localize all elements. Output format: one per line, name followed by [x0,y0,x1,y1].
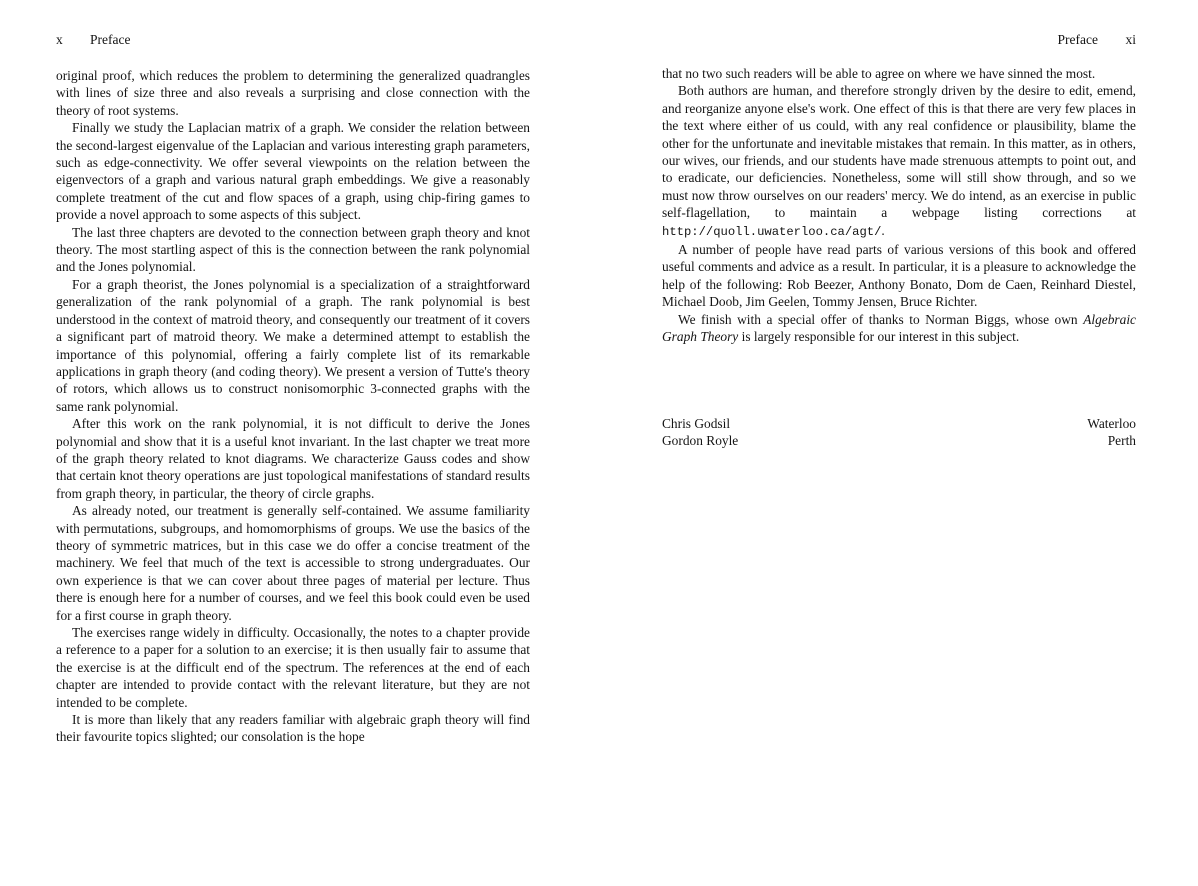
signature-row [662,415,1136,432]
left-running-title: Preface [90,32,131,47]
paragraph-thanks [662,311,1136,346]
paragraph: Finally we study the Laplacian matrix of a graph. We consider the relation between the second-largest eigenvalue of the Laplacian and various interesting graph parameters, such as edge-connectivity. We offer several viewpoints on the relation between the eigenvectors of a graph and various natural graph embeddings. We give a reasonably complete treatment of the cut and flow spaces of a graph, using chip-firing games to provide a novel approach to some aspects of this subject. [56,120,530,223]
paragraph-text: Both authors are human, and therefore strongly driven by the desire to edit, emend, and reorganize anyone else's work. One effect of this is that there are very few places in the text where either of us could, with any real confidence or plausibility, blame the other for the unfortunate and inevitable mistakes that remain. In this matter, as in others, our wives, our friends, and our students have made strenuous attempts to point out, and to eradicate, our deficiencies. Nonetheless, some will still show through, and so we must now throw ourselves on our readers' mercy. We do intend, as an exercise in public self-flagellation, to maintain a webpage listing corrections at [662,83,1136,221]
corrections-url-link[interactable]: http://quoll.uwaterloo.ca/agt/ [662,224,882,239]
right-page-number: xi [1125,32,1136,47]
paragraph: The exercises range widely in difficulty. Occasionally, the notes to a chapter provide a reference to a paper for a solution to an exercise; it is then usually fair to assume that the exercise is at the difficult end of the spectrum. The references at the end of each chapter are intended to provide contact with the relevant literature, but they are not intended to be complete. [56,625,530,710]
left-page-number: x [56,32,63,47]
paragraph: As already noted, our treatment is generally self-contained. We assume familiarity with permutations, subgroups, and homomorphisms of groups. We use the basics of the theory of symmetric matrices, but in this case we do offer a concise treatment of the machinery. We feel that much of the text is accessible to strong undergraduates. Our own experience is that we can cover about three pages of material per lecture. Thus there is enough here for a number of courses, and we feel this book could even be used for a first course in graph theory. [56,503,530,623]
author-name: Chris Godsil [662,416,731,431]
left-body-text [56,67,530,746]
paragraph: For a graph theorist, the Jones polynomial is a specialization of a straightforward generalization of the rank polynomial of a graph. The rank polynomial is best understood in the context of matroid theory, and consequently our treatment of it covers a significant part of matroid theory. We make a determined attempt to establish the importance of this polynomial, offering a fairly complete list of its remarkable applications in graph theory (and coding theory). We present a version of Tutte's theory of rotors, which allows us to construct nonisomorphic 3-connected graphs with the same rank polynomial. [56,276,530,414]
paragraph-text: . [881,222,885,238]
right-body-text [662,65,1136,346]
paragraph: After this work on the rank polynomial, it is not difficult to derive the Jones polynomial and show that it is a useful knot invariant. In the last chapter we treat more of the graph theory related to knot diagrams. We characterize Gauss codes and show that certain knot theory operations are just topological manifestations of standard results from graph theory, in particular, the theory of circle graphs. [56,416,530,501]
book-title: Algebraic Graph Theory [662,311,1136,345]
signature-row [662,432,1136,449]
paragraph: The last three chapters are devoted to the connection between graph theory and knot theory. The most startling aspect of this is the connection between the rank polynomial and the Jones polynomial. [56,224,530,275]
author-name: Gordon Royle [662,433,739,449]
paragraph: It is more than likely that any readers familiar with algebraic graph theory will find their favourite topics slighted; our consolation is the hope [56,712,530,745]
paragraph-corrections [662,82,1136,241]
paragraph: original proof, which reduces the problem to determining the generalized quadrangles with lines of size three and also reveals a surprising and close connection with the theory of root systems. [56,68,530,118]
right-running-title: Preface [1057,32,1098,47]
left-page [56,0,530,886]
signature-block [662,415,1136,450]
right-running-head [662,31,1136,49]
right-page [662,0,1136,886]
paragraph-text: We finish with a special offer of thanks to Norman Biggs, whose own [678,311,1084,327]
author-place: Waterloo [1087,416,1136,431]
left-running-head [56,31,530,49]
paragraph: A number of people have read parts of various versions of this book and offered useful comments and advice as a result. In particular, it is a pleasure to acknowledge the help of the following: Rob Beezer, Anthony Bonato, Dom de Caen, Reinhard Diestel, Michael Doob, Jim Geelen, Tommy Jensen, Bruce Richter. [662,242,1136,310]
paragraph-text: is largely responsible for our interest in this subject. [738,329,1020,345]
author-place: Perth [1107,433,1136,449]
paragraph: that no two such readers will be able to agree on where we have sinned the most. [662,66,1096,81]
